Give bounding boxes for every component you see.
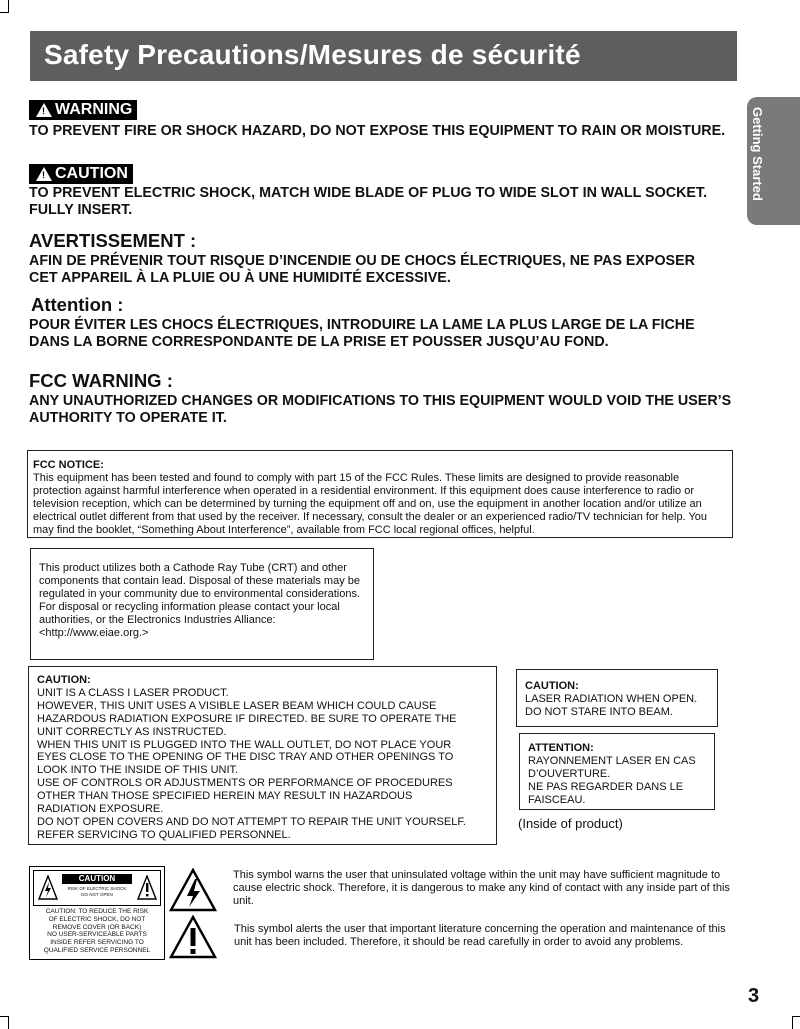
warning-triangle-icon: ! [36,103,52,117]
laser-caution-box [28,666,497,845]
laser-caution-heading: CAUTION: [37,674,91,686]
caution-label: ! CAUTION [29,164,133,184]
crt-notice-box [30,548,374,660]
laser-caution-line: USE OF CONTROLS OR ADJUSTMENTS OR PERFORMANCE OF PROCEDURES [37,777,453,790]
warning-text: TO PREVENT FIRE OR SHOCK HAZARD, DO NOT EXPOSE THIS EQUIPMENT TO RAIN OR MOISTURE. [29,123,726,139]
laser-caution-line: EYES CLOSE TO THE OPENING OF THE DISC TRAY AND OTHER OPENINGS TO [37,751,454,764]
avertissement-heading: AVERTISSEMENT : [29,230,197,251]
lightning-symbol-icon [169,868,217,912]
laser-label-fr-line: RAYONNEMENT LASER EN CAS [528,754,696,767]
laser-label-fr-line: FAISCEAU. [528,793,586,806]
crop-mark [0,1016,9,1029]
exclamation-symbol-text: This symbol alerts the user that important literature concerning the operation and maintenance of this unit has been included. Therefore, it should be read carefully in order to avoid any problems. [234,923,726,948]
laser-label-fr-line: D’OUVERTURE. [528,767,611,780]
warning-label: ! WARNING [29,100,137,120]
page-number: 3 [748,985,760,1007]
laser-caution-line: LOOK INTO THE INSIDE OF THIS UNIT. [37,764,239,777]
laser-caution-line: OTHER THAN THOSE SPECIFIED HEREIN MAY RESULT IN HAZARDOUS [37,790,413,803]
exclamation-triangle-icon-small [137,875,157,901]
attention-heading: Attention : [31,294,124,315]
crop-mark [792,1016,800,1029]
shock-label-text: CAUTION: TO REDUCE THE RISK OF ELECTRIC SHOCK, DO NOT REMOVE COVER (OR BACK) NO USER-SERVICEABLE PARTS INSIDE REFER SERVICING TO QUALIFIED SERVICE PERSONNEL [43,908,151,954]
shock-label-header [33,870,161,906]
avertissement-text: AFIN DE PRÉVENIR TOUT RISQUE D’INCENDIE OU DE CHOCS ÉLECTRIQUES, NE PAS EXPOSER CET APPAREIL À LA PLUIE OU À UNE HUMIDITÉ EXCESSIVE. [29,253,695,286]
laser-label-en-line: DO NOT STARE INTO BEAM. [525,705,673,718]
exclamation-symbol-icon [169,915,217,959]
fcc-notice-box [27,450,733,538]
fcc-warning-text: ANY UNAUTHORIZED CHANGES OR MODIFICATIONS TO THIS EQUIPMENT WOULD VOID THE USER’S AUTHORITY TO OPERATE IT. [29,393,732,426]
laser-caution-line: HAZARDOUS RADIATION EXPOSURE IF DIRECTED. BE SURE TO OPERATE THE [37,712,457,725]
crt-notice-text: This product utilizes both a Cathode Ray Tube (CRT) and other components that contain lead. Disposal of these materials may be regulated in your community due to environmental considerations. For disposal or recycling information please contact your local authorities, or the Electronics Industries Alliance: <http://www.eiae.org.> [39,562,361,639]
caution-triangle-icon: ! [36,167,52,181]
shock-label-subtitle: RISK OF ELECTRIC SHOCK DO NOT OPEN [67,886,127,897]
laser-caution-line: WHEN THIS UNIT IS PLUGGED INTO THE WALL OUTLET, DO NOT PLACE YOUR [37,738,452,751]
lightning-symbol-text: This symbol warns the user that uninsulated voltage within the unit may have sufficient magnitude to cause electric shock. Therefore, it is dangerous to make any kind of contact with any inside part of this unit. [233,869,730,907]
shock-warning-label [29,866,165,960]
laser-label-fr-box [519,733,715,810]
laser-label-en-box [516,669,718,727]
fcc-warning-heading: FCC WARNING : [29,370,173,391]
laser-label-fr-line: NE PAS REGARDER DANS LE [528,780,684,793]
laser-caution-line: UNIT IS A CLASS I LASER PRODUCT. [37,686,229,699]
laser-caution-line: HOWEVER, THIS UNIT USES A VISIBLE LASER BEAM WHICH COULD CAUSE [37,699,437,712]
page-title: Safety Precautions/Mesures de sécurité [44,39,581,70]
inside-product-caption: (Inside of product) [518,816,623,831]
side-tab-getting-started [747,97,800,225]
fcc-notice-heading: FCC NOTICE: [33,459,104,471]
laser-caution-line: REFER SERVICING TO QUALIFIED PERSONNEL. [37,828,291,841]
caution-text: TO PREVENT ELECTRIC SHOCK, MATCH WIDE BLADE OF PLUG TO WIDE SLOT IN WALL SOCKET. FULLY INSERT. [29,185,708,218]
attention-text: POUR ÉVITER LES CHOCS ÉLECTRIQUES, INTRODUIRE LA LAME LA PLUS LARGE DE LA FICHE DANS LA BORNE CORRESPONDANTE DE LA PRISE ET POUSSER JUSQU’AU FOND. [29,317,695,350]
fcc-notice-text: This equipment has been tested and found to comply with part 15 of the FCC Rules. These limits are designed to provide reasonable protection against harmful interference when operated in a residential environment. If this equipment does cause interference to radio or television reception, which can be determined by turning the equipment off and on, use the equipment in another location and/or utilize an electrical outlet different from that used by the receiver. If necessary, consult the dealer or an experienced radio/TV technician for help. You may find the booklet, “Something About Interference”, available from FCC local regional offices, helpful. [33,471,708,536]
title-bar [30,31,737,81]
shock-label-title: CAUTION [62,874,132,884]
laser-label-fr-heading: ATTENTION: [528,742,594,754]
laser-caution-line: DO NOT OPEN COVERS AND DO NOT ATTEMPT TO REPAIR THE UNIT YOURSELF. [37,815,466,828]
crop-mark [0,0,9,13]
laser-label-en-heading: CAUTION: [525,680,579,692]
lightning-triangle-icon [38,875,58,901]
laser-caution-line: UNIT CORRECTLY AS INSTRUCTED. [37,725,227,738]
laser-caution-line: RADIATION EXPOSURE. [37,803,164,816]
laser-label-en-line: LASER RADIATION WHEN OPEN. [525,692,698,705]
side-tab-label: Getting Started [750,107,765,201]
